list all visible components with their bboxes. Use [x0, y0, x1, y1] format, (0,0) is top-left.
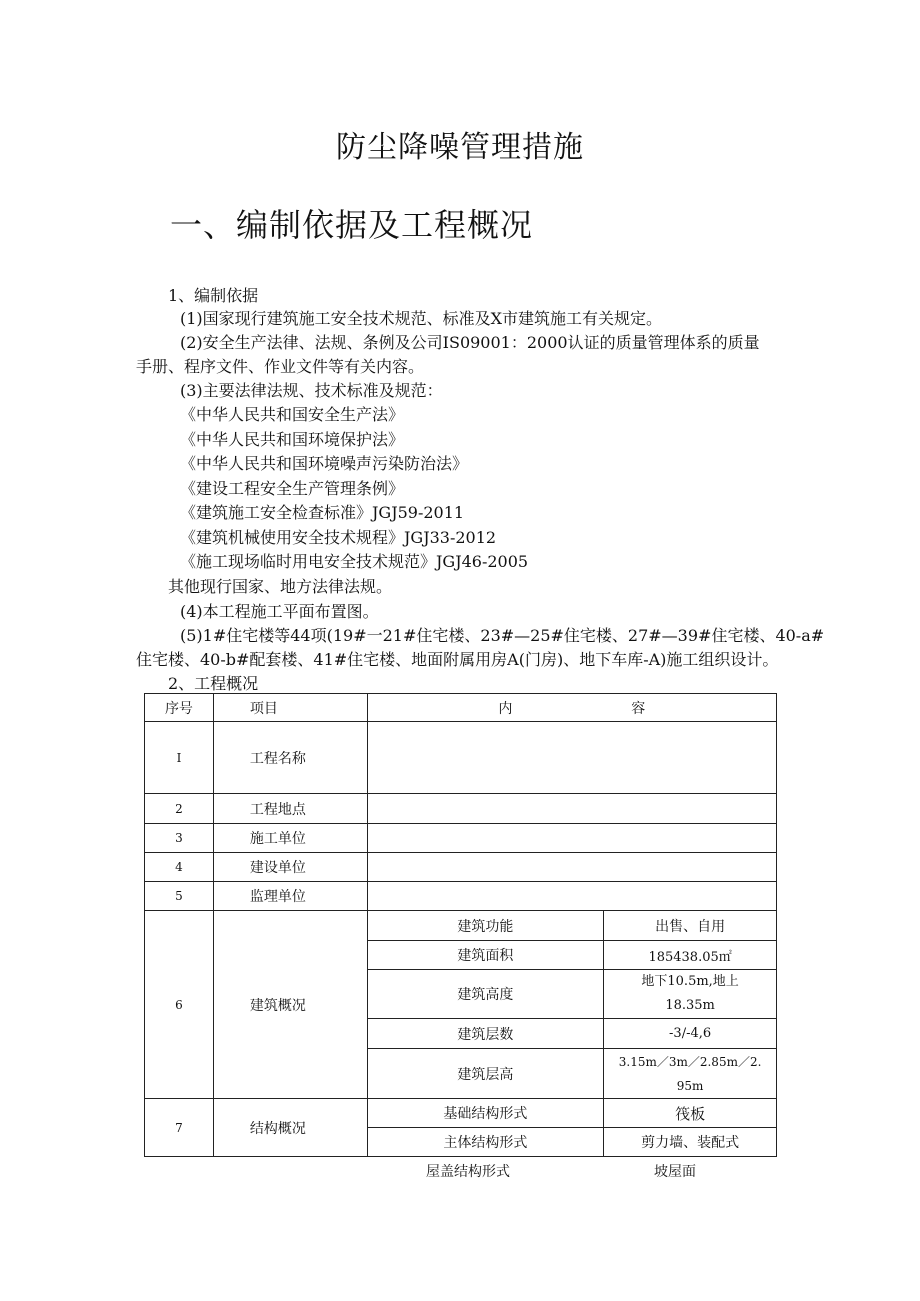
sub-label: 建筑高度 [367, 970, 604, 1019]
roof-structure-label: 屋盖结构形式 [426, 1164, 510, 1180]
basis-line: (1)国家现行建筑施工安全技术规范、标准及X市建筑施工有关规定。 [180, 309, 663, 328]
table-row [145, 853, 777, 882]
header-item: 项目 [213, 694, 367, 722]
header-no: 序号 [145, 694, 214, 722]
sub-value-line: 18.35m [665, 998, 715, 1013]
table-row [145, 824, 777, 853]
header-content [367, 694, 776, 722]
table-header-row [145, 694, 777, 722]
sub-label: 建筑面积 [367, 941, 604, 970]
row-content [367, 722, 776, 794]
row-no: 2 [145, 794, 214, 824]
table-row [145, 882, 777, 911]
regulation-item: 《中华人民共和国环境噪声污染防治法》 [180, 454, 469, 473]
sub-label: 建筑功能 [367, 911, 604, 941]
row-item: 监理单位 [213, 882, 367, 911]
row-item: 施工单位 [213, 824, 367, 853]
table-row [145, 722, 777, 794]
sub-label: 主体结构形式 [367, 1128, 604, 1157]
basis-line: (4)本工程施工平面布置图。 [180, 602, 379, 621]
document-title: 防尘降噪管理措施 [336, 130, 584, 165]
header-content-b: 容 [631, 700, 646, 717]
table-row [145, 794, 777, 824]
basis-line: (2)安全生产法律、法规、条例及公司IS09001：2000认证的质量管理体系的质量 [180, 333, 760, 352]
project-overview-table [144, 693, 777, 1157]
row-no: 7 [145, 1099, 214, 1157]
row-no: 3 [145, 824, 214, 853]
structure-row [145, 1099, 777, 1128]
header-content-a: 内 [498, 700, 513, 717]
regulation-item: 《建设工程安全生产管理条例》 [180, 479, 405, 498]
regulation-item: 《施工现场临时用电安全技术规范》JGJ46-2005 [180, 552, 529, 571]
row-item: 结构概况 [213, 1099, 367, 1157]
basis-line: 住宅楼、40-b#配套楼、41#住宅楼、地面附属用房A(门房)、地下车库-A)施工组织设计。 [136, 650, 779, 669]
row-no: 6 [145, 911, 214, 1099]
sub-value-line: 3.15m／3m／2.85m／2. [618, 1054, 762, 1069]
row-content [367, 853, 776, 882]
row-item: 建设单位 [213, 853, 367, 882]
sub-value-line: 95m [676, 1078, 704, 1093]
row-content [367, 882, 776, 911]
basis-line: (5)1#住宅楼等44项(19#一21#住宅楼、23#—25#住宅楼、27#—39#住宅楼、40-a# [180, 626, 825, 645]
basis-line: (3)主要法律法规、技术标准及规范： [180, 381, 443, 400]
sub-label: 建筑层数 [367, 1019, 604, 1049]
basis-line: 其他现行国家、地方法律法规。 [168, 577, 393, 596]
sub-label: 建筑层高 [367, 1049, 604, 1099]
row-content [367, 824, 776, 853]
section-heading: 一、编制依据及工程概况 [170, 206, 534, 244]
row-no: I [145, 722, 214, 794]
sub-value-line: 地下10.5m,地上 [641, 974, 739, 989]
row-item: 建筑概况 [213, 911, 367, 1099]
regulation-item: 《中华人民共和国环境保护法》 [180, 430, 405, 449]
basis-line: 手册、程序文件、作业文件等有关内容。 [136, 357, 425, 376]
regulation-item: 《建筑施工安全检查标准》JGJ59-2011 [180, 503, 465, 522]
basis-heading: 1、编制依据 [168, 286, 259, 305]
overview-heading: 2、工程概况 [168, 674, 259, 693]
building-row [145, 911, 777, 941]
regulation-item: 《中华人民共和国安全生产法》 [180, 405, 405, 424]
row-no: 4 [145, 853, 214, 882]
sub-value: -3/-4,6 [604, 1019, 777, 1049]
sub-value: 185438.05㎡ [604, 941, 777, 970]
roof-structure-value: 坡屋面 [654, 1164, 696, 1180]
row-item: 工程名称 [213, 722, 367, 794]
row-item: 工程地点 [213, 794, 367, 824]
row-no: 5 [145, 882, 214, 911]
row-content [367, 794, 776, 824]
sub-value [604, 1049, 777, 1099]
sub-value: 筏板 [604, 1099, 777, 1128]
regulation-item: 《建筑机械使用安全技术规程》JGJ33-2012 [180, 528, 497, 547]
sub-label: 基础结构形式 [367, 1099, 604, 1128]
sub-value [604, 970, 777, 1019]
sub-value: 剪力墙、装配式 [604, 1128, 777, 1157]
sub-value: 出售、自用 [604, 911, 777, 941]
